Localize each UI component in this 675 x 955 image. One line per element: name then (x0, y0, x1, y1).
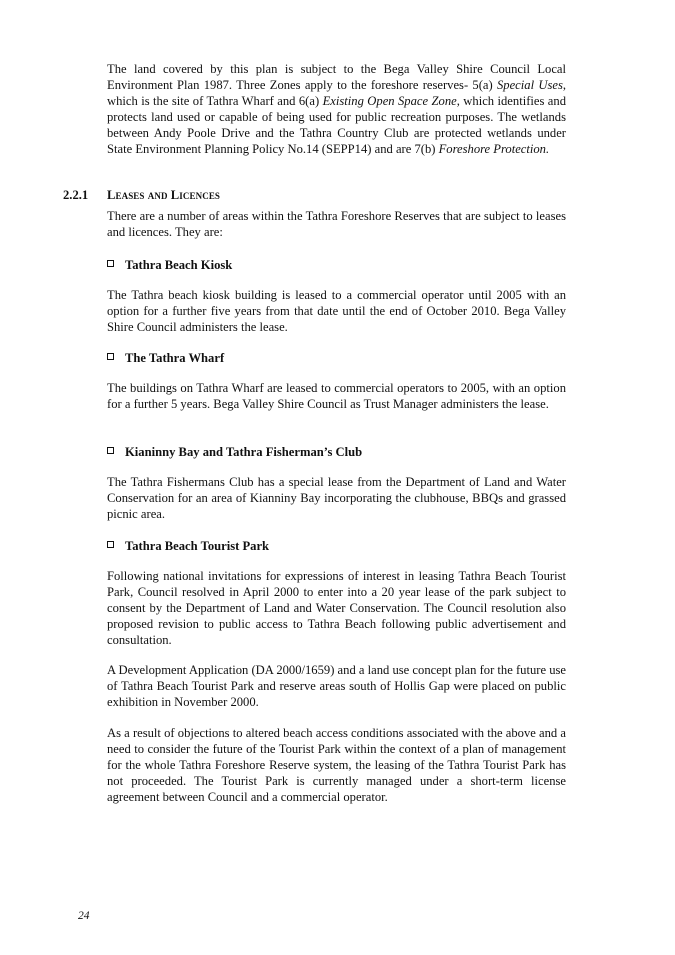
item-heading-text: Kianinny Bay and Tathra Fisherman’s Club (125, 445, 363, 459)
item-heading-text: Tathra Beach Tourist Park (125, 539, 270, 553)
checkbox-bullet-icon (107, 353, 114, 360)
intro-paragraph (107, 62, 566, 157)
intro-italic-special-uses: Special Uses (497, 77, 563, 92)
section-intro: There are a number of areas within the Tathra Foreshore Reserves that are subject to leases and licences. They are: (107, 209, 566, 239)
item-paragraph: Following national invitations for expressions of interest in leasing Tathra Beach Tourist Park, Council resolved in April 2000 to enter into a 20 year lease of the park subject to consent by the Department of Land and Water Conservation. The Council resolution also proposed revision to public access to Tathra Beach following public advertisement and consultation. (107, 569, 566, 647)
checkbox-bullet-icon (107, 447, 114, 454)
intro-italic-open-space: Existing Open Space Zone (322, 93, 457, 108)
item-paragraph: The Tathra beach kiosk building is leased to a commercial operator until 2005 with an option for a further five years from that date until the end of October 2010. Bega Valley Shire Council administers the lease. (107, 288, 566, 334)
section-heading (63, 188, 220, 203)
item-heading-kianinny (107, 444, 362, 460)
item-heading-kiosk (107, 257, 232, 273)
intro-italic-foreshore: Foreshore Protection. (438, 141, 550, 156)
item-paragraph: As a result of objections to altered beach access conditions associated with the above and a need to consider the future of the Tourist Park within the context of a plan of management for the whole Tathra Foreshore Reserve system, the leasing of the Tathra Tourist Park has not proceeded. The Tourist Park is currently managed under a short-term license agreement between Council and a commercial operator. (107, 726, 566, 804)
page-number: 24 (78, 910, 90, 922)
section-title: Leases and Licences (107, 188, 221, 202)
item-heading-wharf (107, 350, 224, 366)
intro-text-3: , which identifies and protects land used or capable of being used for public recreation purposes. The wetlands between Andy Poole Drive and the Tathra Country Club are protected wetlands under State Environment Planning Policy No.14 (SEPP14) and are 7(b) (107, 93, 566, 156)
item-paragraph: The Tathra Fishermans Club has a special lease from the Department of Land and Water Conservation for an area of Kianniny Bay incorporating the clubhouse, BBQs and grassed picnic area. (107, 475, 566, 521)
item-heading-text: The Tathra Wharf (125, 351, 225, 365)
item-heading-tourist-park (107, 538, 269, 554)
intro-text-1: The land covered by this plan is subject to the Bega Valley Shire Council Local Environment Plan 1987. Three Zones apply to the foreshore reserves- 5(a) (107, 62, 566, 92)
item-paragraph: A Development Application (DA 2000/1659) and a land use concept plan for the future use of Tathra Beach Tourist Park and reserve areas south of Hollis Gap were placed on public exhibition in November 2000. (107, 663, 566, 709)
checkbox-bullet-icon (107, 260, 114, 267)
section-number: 2.2.1 (63, 188, 89, 202)
item-paragraph: The buildings on Tathra Wharf are leased to commercial operators to 2005, with an option for a further 5 years. Bega Valley Shire Council as Trust Manager administers the lease. (107, 381, 566, 411)
intro-text-2: , which is the site of Tathra Wharf and 6(a) (107, 77, 566, 108)
item-heading-text: Tathra Beach Kiosk (125, 258, 233, 272)
checkbox-bullet-icon (107, 541, 114, 548)
